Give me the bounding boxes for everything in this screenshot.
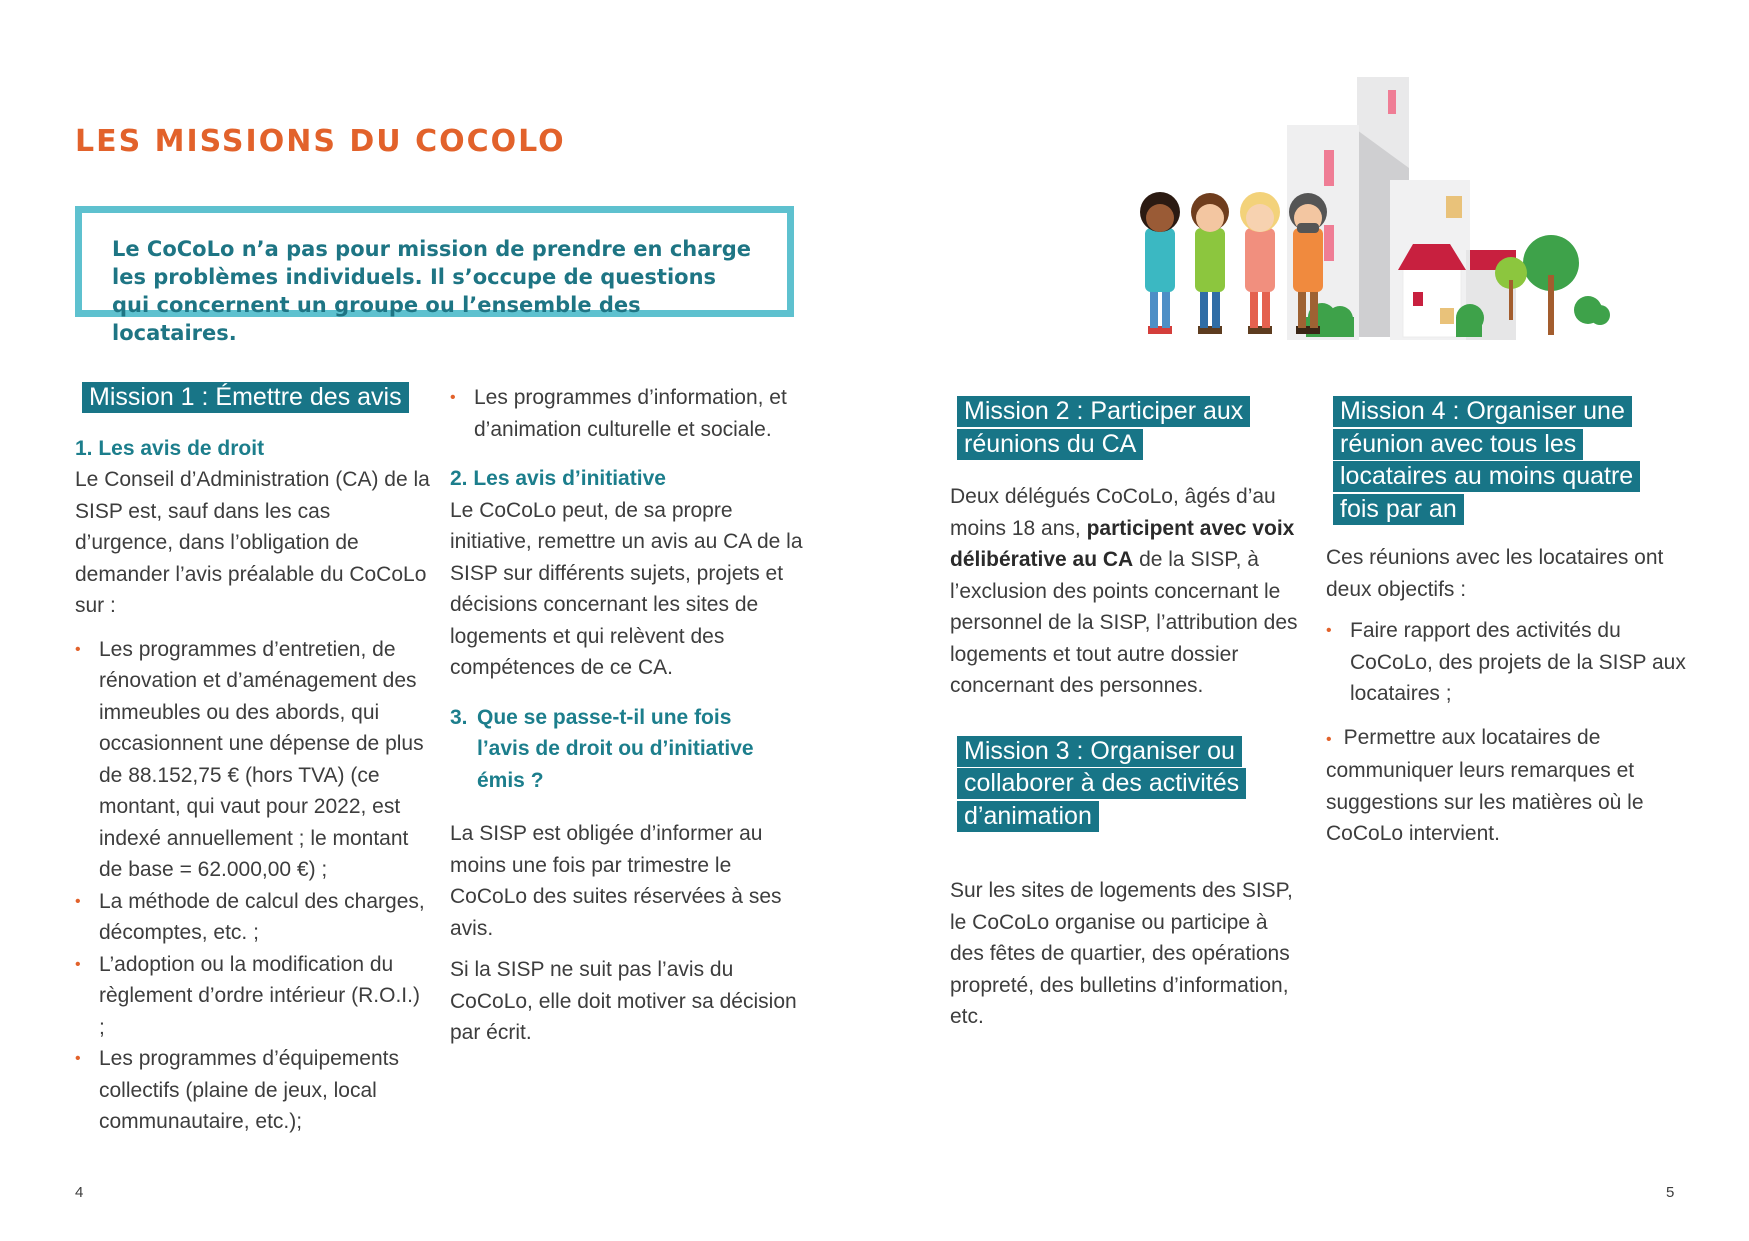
mission1-sub3	[450, 702, 777, 797]
mission3-heading: Mission 3 : Organiser ou collaborer à des activités d’animation	[957, 736, 1246, 832]
list-item: • La méthode de calcul des charges, décomptes, etc. ;	[75, 886, 430, 949]
mission2-text-bold: participent avec voix délibérative au CA	[950, 516, 1295, 571]
mission3-text: Sur les sites de logements des SISP, le CoCoLo organise ou participe à des fêtes de quartier, des opérations propreté, des bulletins d’information, etc.	[950, 879, 1293, 1028]
mission1-para1: La SISP est obligée d’informer au moins une fois par trimestre le CoCoLo des suites réservées à ses avis.	[450, 822, 782, 940]
list-item: • Faire rapport des activités du CoCoLo, des projets de la SISP aux locataires ;	[1326, 615, 1691, 710]
list-item: • Les programmes d’équipements collectifs (plaine de jeux, local communautaire, etc.);	[75, 1043, 430, 1138]
mission1-intro: Le Conseil d’Administration (CA) de la SISP est, sauf dans les cas d’urgence, dans l’obligation de demander l’avis préalable du CoCoLo sur :	[75, 468, 430, 617]
mission4-column	[1326, 396, 1691, 850]
mission4-bullet-list	[1326, 615, 1691, 850]
page-number-right: 5	[1666, 1184, 1675, 1201]
mission1-sub1: 1. Les avis de droit	[75, 436, 265, 460]
mission1-column-right	[450, 382, 805, 1049]
mission1-sub3-text: Que se passe-t-il une fois l’avis de droit ou d’initiative émis ?	[477, 705, 754, 792]
callout-box	[75, 206, 794, 345]
mission4-intro: Ces réunions avec les locataires ont deux objectifs :	[1326, 546, 1664, 601]
mission1-column-left	[75, 382, 430, 1138]
mission1-bullet-list-continued	[450, 382, 805, 445]
mission1-para2: Si la SISP ne suit pas l’avis du CoCoLo, elle doit motiver sa décision par écrit.	[450, 958, 797, 1044]
page-number-left: 4	[75, 1184, 84, 1201]
callout-text: Le CoCoLo n’a pas pour mission de prendre en charge les problèmes individuels. Il s’occupe de questions qui concernent un groupe ou l’ensemble des locataires.	[112, 237, 752, 345]
mission4-heading: Mission 4 : Organiser une réunion avec tous les locataires au moins quatre fois par an	[1333, 396, 1640, 525]
mission2-text-b: de la SISP, à l’exclusion des points concernant le personnel de la SISP, l’attribution des logements et tout autre dossier concernant des personnes.	[950, 548, 1298, 697]
list-item: • L’adoption ou la modification du règlement d’ordre intérieur (R.O.I.) ;	[75, 949, 430, 1044]
mission1-initiative-text: Le CoCoLo peut, de sa propre initiative, remettre un avis au CA de la SISP sur différents sujets, projets et décisions concernant les sites de logements et qui relèvent des compétences de ce CA.	[450, 498, 803, 679]
mission2-text-a: Deux délégués CoCoLo, âgés d’au moins 18 ans,	[950, 485, 1276, 540]
list-item: • Les programmes d’entretien, de rénovation et d’aménagement des immeubles ou des abords, qui occasionnent une dépense de plus de 88.152,75 € (hors TVA) (ce montant, qui vaut pour 2022, est indexé annuellement ; le montant de base = 62.000,00 €) ;	[75, 634, 430, 886]
list-item: • Les programmes d’information, et d’animation culturelle et sociale.	[450, 382, 805, 445]
page-title: LES MISSIONS DU COCOLO	[75, 124, 566, 159]
mission2-3-column	[950, 396, 1305, 1033]
mission1-heading: Mission 1 : Émettre des avis	[82, 382, 409, 413]
mission1-sub3-number: 3.	[450, 705, 468, 729]
mission1-bullet-list	[75, 634, 430, 1138]
list-item: • Permettre aux locataires de communiquer leurs remarques et suggestions sur les matières où le CoCoLo intervient.	[1326, 722, 1691, 850]
mission2-heading: Mission 2 : Participer aux réunions du CA	[957, 396, 1250, 460]
mission1-sub2: 2. Les avis d’initiative	[450, 467, 666, 490]
people-and-buildings-illustration	[1100, 70, 1620, 350]
mission2-text	[950, 481, 1305, 702]
